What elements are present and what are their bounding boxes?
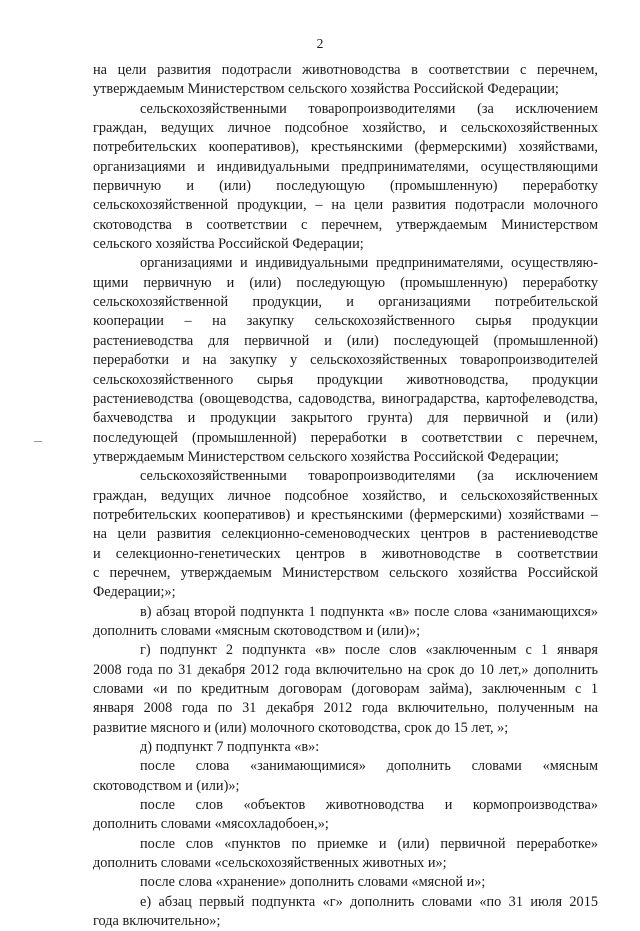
text-line: с перечнем, утверждаемым Министерством сельского хозяйства Российской [93, 564, 598, 581]
text-line: на цели развития селекционно-семеноводческих центров в растениеводстве [93, 526, 598, 543]
text-line: сельскохозяйственной продукции, и организациями потребительской [93, 294, 598, 311]
text-line: января 2008 года по 31 декабря 2012 года включительно, полученным на [93, 700, 598, 717]
text-line: кооперации – на закупку сельскохозяйственного сырья продукции [93, 313, 598, 330]
text-line: дополнить словами «мясным скотоводством и (или)»; [93, 622, 421, 639]
text-line: сельскохозяйственного сырья продукции животноводства, продукции [93, 371, 598, 388]
text-line: и селекционно-генетических центров в животноводстве в соответствии [93, 545, 598, 562]
text-line: щими первичную и (или) последующую (промышленную) переработку [93, 274, 598, 291]
text-line: организациями и индивидуальными предпринимателями, осуществляю- [140, 255, 598, 272]
text-line: после слов «объектов животноводства и кормопроизводства» [140, 797, 598, 814]
text-line: переработки и на закупку у сельскохозяйственных товаропроизводителей [93, 352, 598, 369]
text-line: сельскохозяйственной продукции, – на цели развития подотрасли молочного [93, 197, 598, 214]
text-line: растениеводства (овощеводства, садоводства, виноградарства, картофелеводства, [93, 390, 598, 407]
text-line: г) подпункт 2 подпункта «в» после слов «заключенным с 1 января [140, 642, 598, 659]
text-line: растениеводства для первичной и (или) последующей (промышленной) [93, 332, 598, 349]
text-line: последующей (промышленной) переработки в соответствии с перечнем, [93, 429, 598, 446]
text-line: скотоводством и (или)»; [93, 777, 240, 794]
text-line: первичную и (или) последующую (промышленную) переработку [93, 178, 598, 195]
text-line: после слова «занимающимися» дополнить словами «мясным [140, 758, 598, 775]
text-line: дополнить словами «сельскохозяйственных животных и»; [93, 855, 447, 872]
text-line: года включительно»; [93, 913, 221, 930]
text-line: сельскохозяйственными товаропроизводителями (за исключением [140, 100, 598, 117]
text-line: организациями и индивидуальными предпринимателями, осуществляющими [93, 158, 598, 175]
text-line: дополнить словами «мясохладобоен,»; [93, 816, 329, 833]
text-line: граждан, ведущих личное подсобное хозяйство, и сельскохозяйственных [93, 120, 598, 137]
text-line: д) подпункт 7 подпункта «в»: [140, 739, 320, 756]
text-line: потребительских кооперативов) и крестьянскими (фермерскими) хозяйствами – [93, 506, 598, 523]
document-body [93, 61, 598, 931]
text-line: словами «и по кредитным договорам (договорам займа), заключенным с 1 [93, 681, 598, 697]
text-line: 2008 года по 31 декабря 2012 года включительно на срок до 10 лет,» дополнить [93, 661, 598, 678]
text-line: в) абзац второй подпункта 1 подпункта «в» после слова «занимающихся» [140, 603, 598, 620]
text-line: на цели развития подотрасли животноводства в соответствии с перечнем, [93, 62, 598, 78]
text-line: е) абзац первый подпункта «г» дополнить словами «по 31 июля 2015 [140, 893, 598, 910]
text-line: сельского хозяйства Российской Федерации; [93, 236, 364, 253]
margin-mark [34, 441, 42, 442]
text-line: потребительских кооперативов), крестьянскими (фермерскими) хозяйствами, [93, 139, 598, 156]
text-line: утверждаемым Министерством сельского хозяйства Российской Федерации; [93, 448, 559, 465]
text-line: бахчеводства и продукции закрытого грунта) для первичной и (или) [93, 410, 598, 427]
page-number: 2 [316, 36, 324, 51]
text-line: развитие мясного и (или) молочного скотоводства, срок до 15 лет, »; [93, 719, 509, 736]
text-line: утверждаемым Министерством сельского хозяйства Российской Федерации; [93, 81, 559, 98]
text-line: скотоводства в соответствии с перечнем, утверждаемым Министерством [93, 216, 598, 233]
text-line: граждан, ведущих личное подсобное хозяйство, и сельскохозяйственных [93, 487, 598, 504]
text-line: Федерации;»; [93, 584, 176, 601]
text-line: после слова «хранение» дополнить словами «мясной и»; [140, 874, 486, 891]
text-line: сельскохозяйственными товаропроизводителями (за исключением [140, 468, 598, 485]
text-line: после слов «пунктов по приемке и (или) первичной переработке» [140, 835, 598, 852]
